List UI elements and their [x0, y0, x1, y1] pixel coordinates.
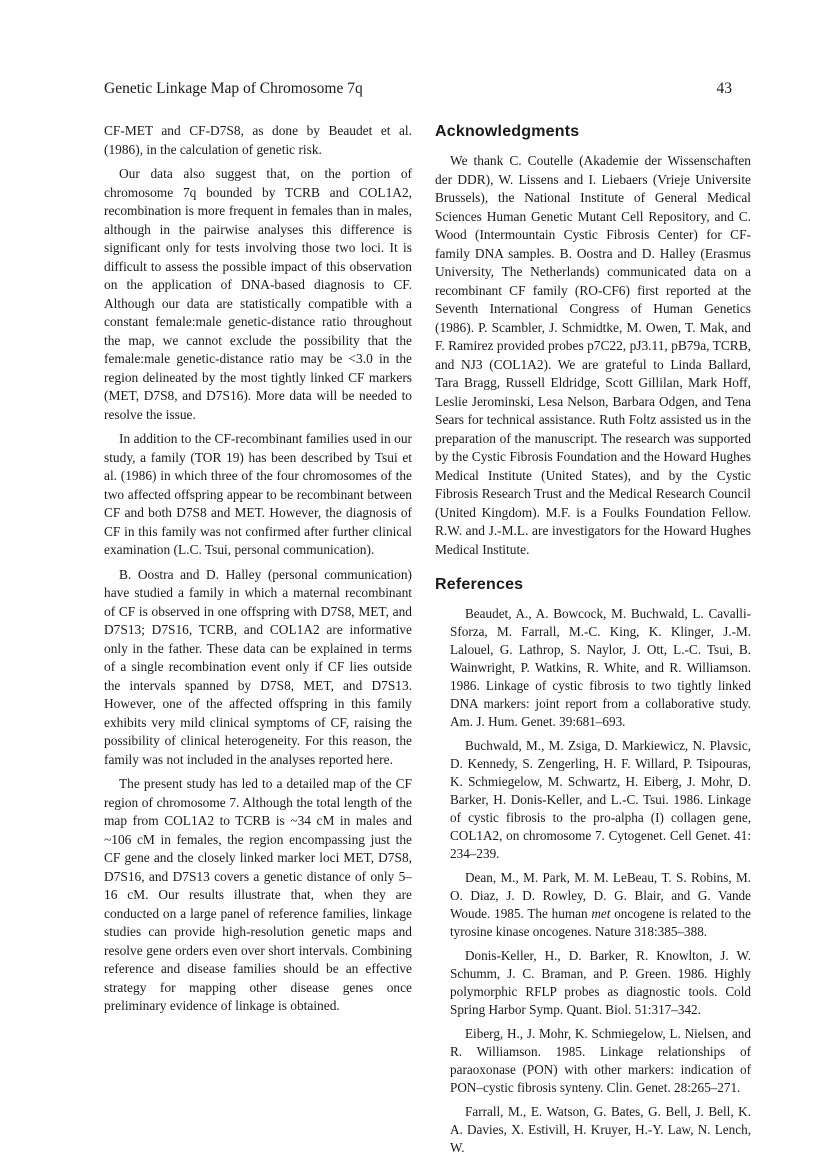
reference-item: Dean, M., M. Park, M. M. LeBeau, T. S. Robins, M. O. Diaz, J. D. Rowley, D. G. Blair, and G. Vande Woude. 1985. The human met oncogene is related to the tyrosine kinase oncogenes. Nature 318:385–388. — [450, 870, 751, 939]
acknowledgments-section — [435, 152, 751, 559]
acknowledgments-text: We thank C. Coutelle (Akademie der Wissenschaften der DDR), W. Lissens and I. Liebaers (Vrieje Universite Brussels), the National Institute of General Medical Sciences Human Genetic Mutant Cell Repository, and C. Wood (Intermountain Cystic Fibrosis Center) for CF-family DNA samples. B. Oostra and D. Halley (Erasmus University, The Netherlands) communicated data on a recombinant CF family (RO-CF6) first reported at the Seventh International Congress of Human Genetics (1986). P. Scambler, J. Schmidtke, M. Owen, T. Mak, and F. Ramirez provided probes p7C22, pJ3.11, pB79a, TCRB, and NJ3 (COL1A2). We are grateful to Linda Ballard, Tara Bragg, Russell Eldridge, Scott Gillilan, Mark Hoff, Leslie Jerominski, Lesa Nelson, Barbara Odgen, and Tena Sears for technical assistance. Ruth Foltz assisted us in the preparation of the manuscript. The research was supported by the Cystic Fibrosis Foundation and the Howard Hughes Medical Institute (United States), and by the Cystic Fibrosis Research Trust and the Medical Research Council (United Kingdom). M.F. is a Foulks Foundation Fellow. R.W. and J.-M.L. are investigators for the Howard Hughes Medical Institute. — [435, 153, 751, 557]
reference-item: Eiberg, H., J. Mohr, K. Schmiegelow, L. Nielsen, and R. Williamson. 1985. Linkage relationships of paraoxonase (PON) with other markers: indication of PON–cystic fibrosis synteny. Clin. Genet. 28:265–271. — [450, 1026, 751, 1095]
right-column — [435, 122, 751, 1163]
running-header — [104, 79, 732, 99]
reference-item: Beaudet, A., A. Bowcock, M. Buchwald, L. Cavalli-Sforza, M. Farrall, M.-C. King, K. Klinger, J.-M. Lalouel, G. Lathrop, S. Naylor, J. Ott, L.-C. Tsui, B. Wainwright, P. Watkins, R. White, and R. Williamson. 1986. Linkage of cystic fibrosis to two tightly linked DNA markers: joint report from a collaborative study. Am. J. Hum. Genet. 39:681–693. — [450, 606, 751, 729]
page-number: 43 — [716, 80, 732, 97]
body-paragraph: B. Oostra and D. Halley (personal communication) have studied a family in which a maternal recombinant of CF is observed in one offspring with D7S8, MET, and D7S13; D7S16, TCRB, and COL1A2 are informative only in the father. These data can be explained in terms of a single recombination event only if CF lies outside the intervals spanned by D7S8, MET, and D7S13. However, one of the affected offspring in this family exhibits very mild clinical symptoms of CF, raising the possibility of clinical heterogeneity. For this reason, the family was not included in the analyses reported here. — [104, 566, 412, 767]
reference-item: Farrall, M., E. Watson, G. Bates, G. Bell, J. Bell, K. A. Davies, X. Estivill, H. Kruyer, H.-Y. Law, N. Lench, W. — [450, 1104, 751, 1155]
left-column — [104, 122, 412, 1022]
body-paragraph: Our data also suggest that, on the portion of chromosome 7q bounded by TCRB and COL1A2, recombination is more frequent in females than in males, although in the pairwise analyses this difference is significant only for tests involving those two loci. It is difficult to assess the possible impact of this observation on the application of DNA-based diagnosis to CF. Although our data are statistically compatible with a constant female:male genetic-distance ratio throughout the map, we cannot exclude the possibility that the female:male genetic-distance ratio may be <3.0 in the region delineated by the most tightly linked CF markers (MET, D7S8, and D7S16). More data will be needed to resolve the issue. — [104, 166, 412, 422]
body-paragraph: CF-MET and CF-D7S8, as done by Beaudet et al. (1986), in the calculation of genetic risk. — [104, 123, 412, 157]
references-list — [435, 605, 751, 1157]
reference-item: Donis-Keller, H., D. Barker, R. Knowlton, J. W. Schumm, J. C. Braman, and P. Green. 1986. Highly polymorphic RFLP probes as diagnostic tools. Cold Spring Harbor Symp. Quant. Biol. 51:317–342. — [450, 948, 751, 1017]
body-paragraph: The present study has led to a detailed map of the CF region of chromosome 7. Although the total length of the map from COL1A2 to TCRB is ~34 cM in males and ~106 cM in females, the region encompassing just the CF gene and the closely linked marker loci MET, D7S8, D7S16, and D7S13 covers a genetic distance of only 5–16 cM. Our results illustrate that, when they are conducted on a large panel of reference families, linkage studies can provide high-resolution genetic maps and resolve gene orders even over short intervals. Combining reference and disease families should be an effective strategy for mapping other disease genes once preliminary evidence of linkage is obtained. — [104, 776, 412, 1013]
running-title: Genetic Linkage Map of Chromosome 7q — [104, 80, 363, 97]
reference-item: Buchwald, M., M. Zsiga, D. Markiewicz, N. Plavsic, D. Kennedy, S. Zengerling, H. F. Willard, P. Tsipouras, K. Schmiegelow, M. Schwartz, H. Eiberg, J. Mohr, D. Barker, H. Donis-Keller, and L.-C. Tsui. 1986. Linkage of cystic fibrosis to the pro-alpha (I) collagen gene, COL1A2, on chromosome 7. Cytogenet. Cell Genet. 41: 234–239. — [450, 738, 751, 861]
body-paragraph: In addition to the CF-recombinant families used in our study, a family (TOR 19) has been described by Tsui et al. (1986) in which three of the four chromosomes of the two affected offspring appear to be recombinant between CF and both D7S8 and MET. However, the diagnosis of CF in this family was not confirmed after further clinical examination (L.C. Tsui, personal communication). — [104, 431, 412, 557]
references-heading: References — [435, 576, 524, 593]
acknowledgments-heading: Acknowledgments — [435, 123, 580, 140]
